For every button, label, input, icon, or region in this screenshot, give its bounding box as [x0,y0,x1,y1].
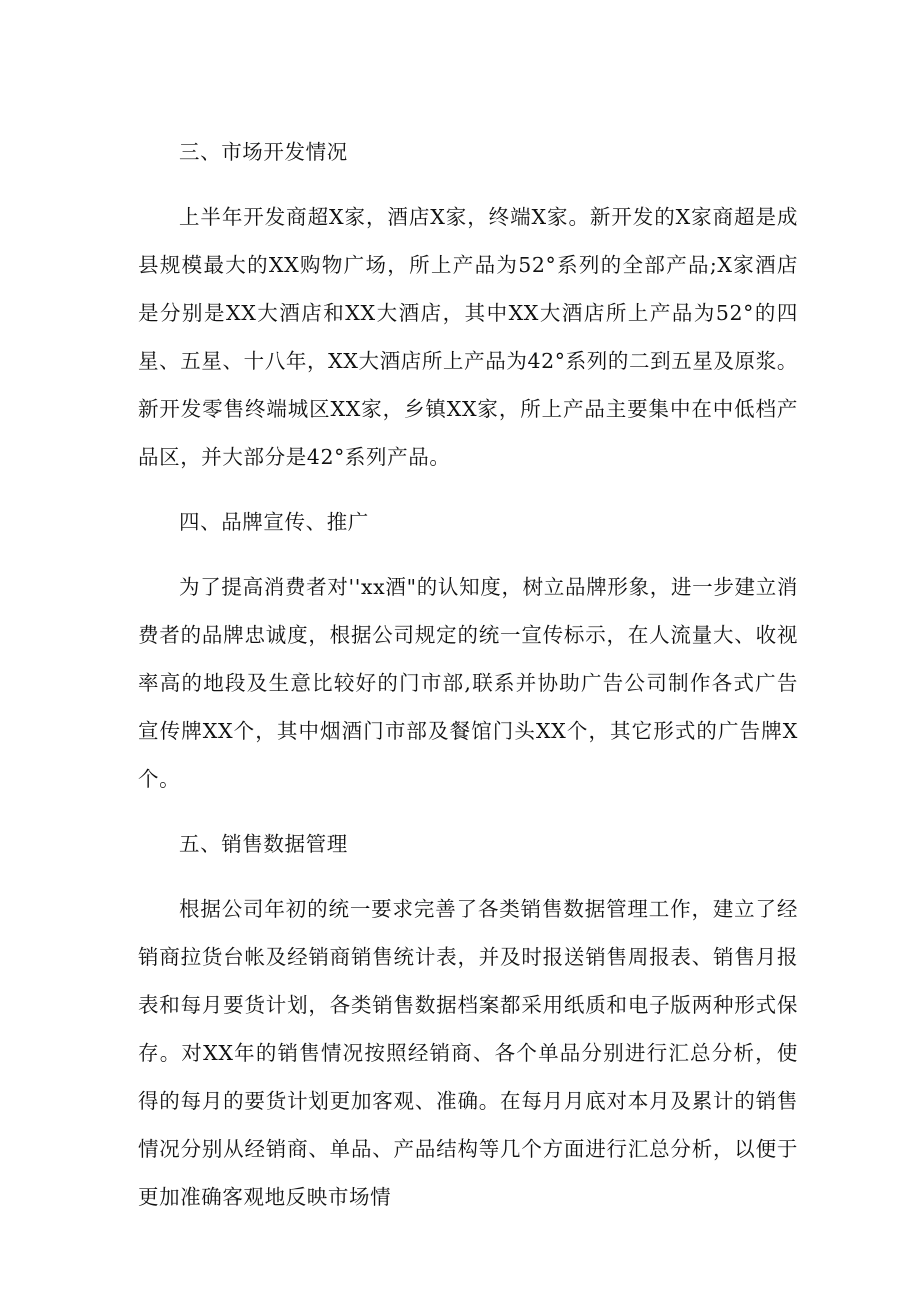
section-heading-sales-data-management: 五、销售数据管理 [179,832,348,856]
section-paragraph-market-development: 上半年开发商超X家，酒店X家，终端X家。新开发的X家商超是成县规模最大的XX购物广场，所上产品为52°系列的全部产品;X家酒店是分别是XX大酒店和XX大酒店，其中XX大酒店所上产品为52°的四星、五星、十八年，XX大酒店所上产品为42°系列的二到五星及原浆。新开发零售终端城区XX家，乡镇XX家，所上产品主要集中在中低档产品区，并大部分是42°系列产品。 [138,205,798,469]
section-paragraph-brand-promotion: 为了提高消费者对''xx酒"的认知度，树立品牌形象，进一步建立消费者的品牌忠诚度，根据公司规定的统一宣传标示，在人流量大、收视率高的地段及生意比较好的门市部,联系并协助广告公司制作各式广告宣传牌XX个，其中烟酒门市部及餐馆门头XX个，其它形式的广告牌X个。 [138,575,798,791]
section-heading-market-development: 三、市场开发情况 [179,140,348,164]
document-body [138,128,798,1238]
section-paragraph-sales-data-management: 根据公司年初的统一要求完善了各类销售数据管理工作，建立了经销商拉货台帐及经销商销售统计表，并及时报送销售周报表、销售月报表和每月要货计划，各类销售数据档案都采用纸质和电子版两种形式保存。对XX年的销售情况按照经销商、各个单品分别进行汇总分析，使得的每月的要货计划更加客观、准确。在每月月底对本月及累计的销售情况分别从经销商、单品、产品结构等几个方面进行汇总分析，以便于更加准确客观地反映市场情 [138,897,798,1209]
section-heading-brand-promotion: 四、品牌宣传、推广 [179,510,369,534]
